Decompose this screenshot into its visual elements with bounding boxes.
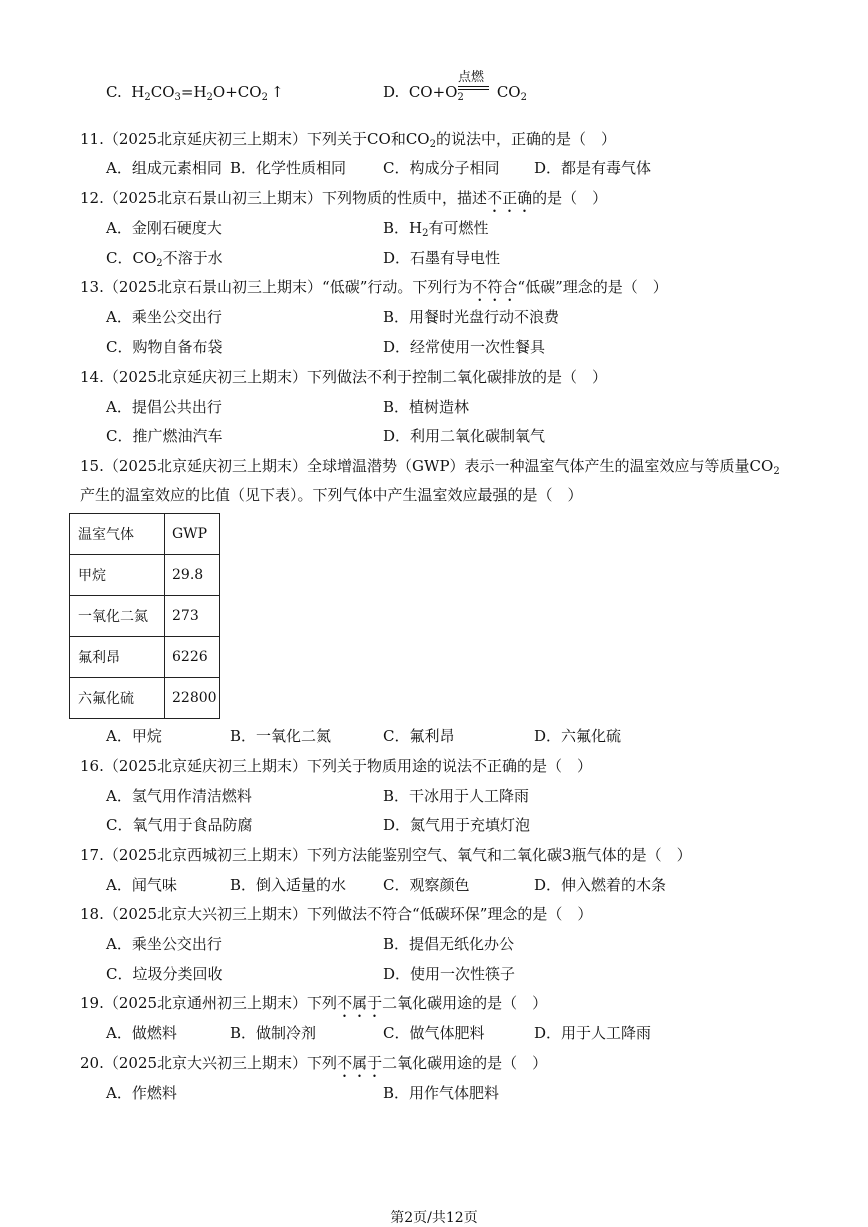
q15-option-d: D．六氟化硫: [534, 727, 622, 745]
q18-option-b: B．提倡无纸化办公: [383, 935, 515, 953]
q14-option-a: A．提倡公共出行: [106, 398, 222, 416]
page-footer: 第2页/共12页: [390, 1210, 478, 1226]
q14-option-b: B．植树造林: [383, 398, 470, 416]
question-16-stem: 16.（2025北京延庆初三上期末）下列关于物质用途的说法不正确的是（ ）: [80, 757, 593, 775]
q20-option-a: A．作燃料: [106, 1084, 177, 1102]
gas-arrow-icon: ↑: [270, 83, 284, 101]
q12-option-d: D．石墨有导电性: [383, 249, 501, 267]
q16-option-d: D．氮气用于充填灯泡: [383, 816, 531, 834]
question-11-stem: 11.（2025北京延庆初三上期末）下列关于CO和$CO_2$的说法中，正确的是（ ）: [80, 130, 616, 150]
q15-option-a: A．甲烷: [106, 727, 162, 745]
q18-option-a: A．乘坐公交出行: [106, 935, 222, 953]
q14-option-d: D．利用二氧化碳制氧气: [383, 427, 546, 445]
q16-option-a: A．氢气用作清洁燃料: [106, 787, 252, 805]
question-18-stem: 18.（2025北京大兴初三上期末）下列做法不符合“低碳环保”理念的是（ ）: [80, 905, 593, 923]
question-12-stem: 12.（2025北京石景山初三上期末）下列物质的性质中，描述不正确的是（ ）: [80, 189, 608, 207]
table-cell: 六氟化硫: [70, 678, 165, 719]
table-header-cell: GWP: [165, 514, 220, 555]
q11-option-d: D．都是有毒气体: [534, 159, 652, 177]
question-14-stem: 14.（2025北京延庆初三上期末）下列做法不利于控制二氧化碳排放的是（ ）: [80, 368, 608, 386]
q10-option-d: D. $CO+O_2$ $CO_2$: [383, 83, 527, 103]
q20-option-b: B．用作气体肥料: [383, 1084, 500, 1102]
question-19-stem: 19.（2025北京通州初三上期末）下列不属于二氧化碳用途的是（ ）: [80, 994, 548, 1012]
table-row: [70, 596, 220, 637]
q11-option-b: B．化学性质相同: [230, 159, 347, 177]
question-20-stem: 20.（2025北京大兴初三上期末）下列不属于二氧化碳用途的是（ ）: [80, 1054, 548, 1072]
q13-option-a: A．乘坐公交出行: [106, 308, 222, 326]
table-row: [70, 555, 220, 596]
q17-option-d: D．伸入燃着的木条: [534, 876, 667, 894]
question-13-stem: 13.（2025北京石景山初三上期末）“低碳”行动。下列行为不符合“低碳”理念的是（ ）: [80, 278, 668, 296]
q13-option-c: C．购物自备布袋: [106, 338, 223, 356]
question-15-stem-cont: 产生的温室效应的比值（见下表）。下列气体中产生温室效应最强的是（ ）: [80, 486, 583, 504]
q12-option-a: A．金刚石硬度大: [106, 219, 222, 237]
table-row: [70, 678, 220, 719]
q18-option-c: C．垃圾分类回收: [106, 965, 223, 983]
q14-option-c: C．推广燃油汽车: [106, 427, 223, 445]
q19-option-d: D．用于人工降雨: [534, 1024, 652, 1042]
q19-option-a: A．做燃料: [106, 1024, 177, 1042]
table-cell: 一氧化二氮: [70, 596, 165, 637]
q12-option-b: B．$H_2$有可燃性: [383, 219, 489, 239]
table-cell: 6226: [165, 637, 220, 678]
q11-option-c: C．构成分子相同: [383, 159, 500, 177]
reaction-condition: 点燃: [458, 70, 485, 85]
q16-option-c: C．氧气用于食品防腐: [106, 816, 253, 834]
q16-option-b: B．干冰用于人工降雨: [383, 787, 530, 805]
table-cell: 29.8: [165, 555, 220, 596]
q12-option-c: C．$CO_2$不溶于水: [106, 249, 223, 269]
q13-option-d: D．经常使用一次性餐具: [383, 338, 546, 356]
q13-option-b: B．用餐时光盘行动不浪费: [383, 308, 560, 326]
table-header-row: [70, 514, 220, 555]
gwp-table: [69, 513, 220, 719]
q15-option-c: C．氟利昂: [383, 727, 455, 745]
q11-option-a: A．组成元素相同: [106, 159, 222, 177]
q10-option-c: C. $H_2CO_3=H_2O+CO_2$ ↑: [106, 83, 284, 103]
q19-option-c: C．做气体肥料: [383, 1024, 485, 1042]
q17-option-b: B．倒入适量的水: [230, 876, 347, 894]
q19-option-b: B．做制冷剂: [230, 1024, 317, 1042]
q18-option-d: D．使用一次性筷子: [383, 965, 516, 983]
table-header-cell: 温室气体: [70, 514, 165, 555]
table-cell: 273: [165, 596, 220, 637]
table-cell: 氟利昂: [70, 637, 165, 678]
reaction-equals-sign: [458, 86, 489, 90]
question-15-stem: 15.（2025北京延庆初三上期末）全球增温潜势（GWP）表示一种温室气体产生的温室效应与等质量$CO_2$: [80, 457, 780, 477]
q17-option-a: A．闻气味: [106, 876, 177, 894]
table-row: [70, 637, 220, 678]
question-17-stem: 17.（2025北京西城初三上期末）下列方法能鉴别空气、氧气和二氧化碳3瓶气体的是（ ）: [80, 846, 692, 864]
table-cell: 甲烷: [70, 555, 165, 596]
q15-option-b: B．一氧化二氮: [230, 727, 332, 745]
q17-option-c: C．观察颜色: [383, 876, 470, 894]
table-cell: 22800: [165, 678, 220, 719]
